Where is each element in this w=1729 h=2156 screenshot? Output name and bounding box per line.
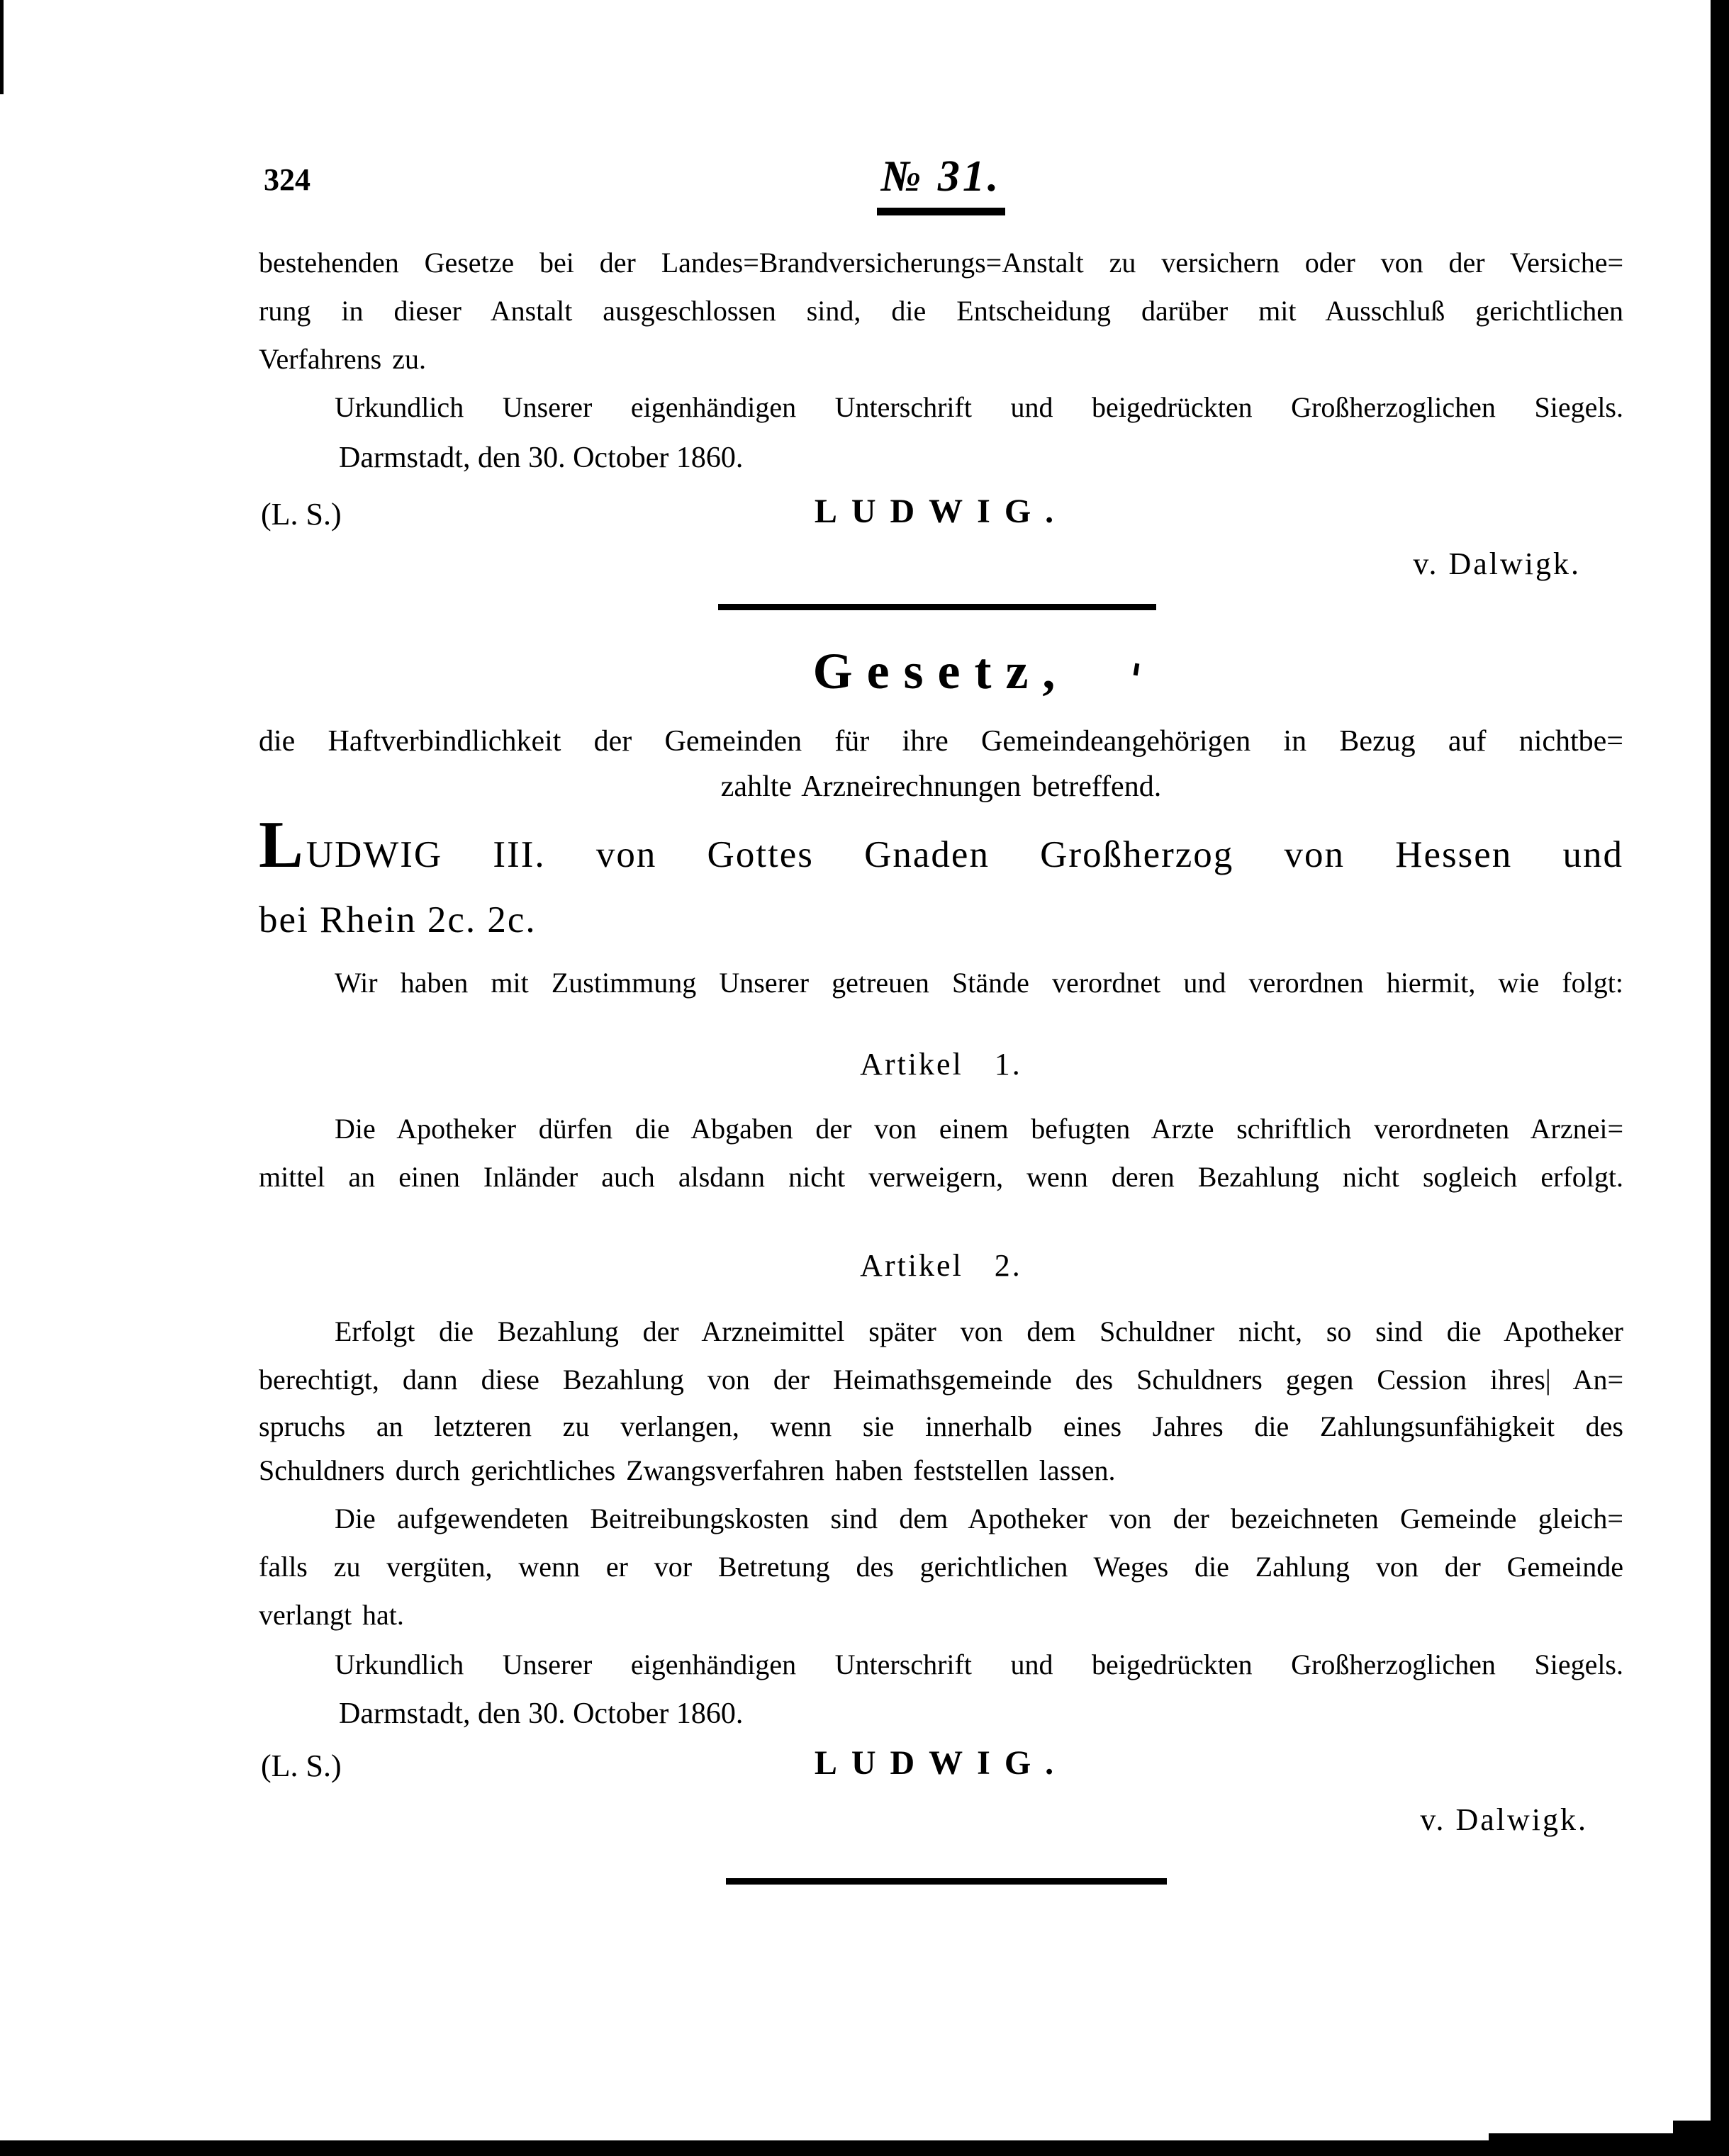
article-2-paragraph-1-line-4: Schuldners durch gerichtliches Zwangsverfahren haben feststellen lassen. <box>259 1454 1116 1486</box>
article-2-paragraph-2-line-1: Die aufgewendeten Beitreibungskosten sind dem Apotheker von der bezeichneten Gemeinde gleich= <box>335 1503 1623 1534</box>
proclamation-initial: L <box>259 808 303 882</box>
scan-edge-bottom-band <box>0 2140 1729 2156</box>
issue-number: № 31. <box>877 152 1006 215</box>
seal-2: (L. S.) <box>261 1748 342 1783</box>
issue-header <box>259 152 1623 215</box>
proclamation-line-2: bei Rhein 2c. 2c. <box>259 899 537 941</box>
article-2-paragraph-2-line-3: verlangt hat. <box>259 1599 404 1631</box>
article-2-paragraph-2-line-2: falls zu vergüten, wenn er vor Betretung des gerichtlichen Weges die Zahlung von der Gemeinde <box>259 1551 1623 1583</box>
countersignature-2: v. Dalwigk. <box>1420 1802 1588 1837</box>
scan-edge-left-tick <box>0 0 4 94</box>
royal-signature-2: LUDWIG. <box>814 1744 1068 1782</box>
article-1-line-1: Die Apotheker dürfen die Abgaben der von einem befugten Arzte schriftlich verordneten Arznei= <box>335 1113 1623 1145</box>
article-1-line-2: mittel an einen Inländer auch alsdann nicht verweigern, wenn deren Bezahlung nicht sogleich erfolgt. <box>259 1161 1623 1193</box>
insurance-decree-line-1: bestehenden Gesetze bei der Landes=Brandversicherungs=Anstalt zu versichern oder von der Versiche= <box>259 247 1623 279</box>
seal-1: (L. S.) <box>261 497 342 532</box>
page-number: 324 <box>264 162 310 197</box>
attestation-2: Urkundlich Unserer eigenhändigen Unterschrift und beigedrückten Großherzoglichen Siegels. <box>335 1649 1623 1680</box>
scan-edge-right-bar <box>1711 0 1729 2156</box>
royal-signature-1: LUDWIG. <box>814 493 1068 530</box>
law-subtitle-line-2: zahlte Arzneirechnungen betreffend. <box>720 770 1162 803</box>
law-title: Gesetz, <box>812 643 1070 700</box>
countersignature-1: v. Dalwigk. <box>1413 546 1581 581</box>
dateline-1: Darmstadt, den 30. October 1860. <box>339 442 744 474</box>
section-divider-1 <box>718 604 1156 610</box>
article-2-paragraph-1-line-3: spruchs an letzteren zu verlangen, wenn sie innerhalb eines Jahres die Zahlungsunfähigkeit des <box>259 1410 1623 1442</box>
law-subtitle-line-1: die Haftverbindlichkeit der Gemeinden für ihre Gemeindeangehörigen in Bezug auf nichtbe= <box>259 725 1623 758</box>
attestation-1: Urkundlich Unserer eigenhändigen Unterschrift und beigedrückten Großherzoglichen Siegels. <box>335 391 1623 423</box>
proclamation-line-1 <box>259 808 1623 882</box>
insurance-decree-line-2: rung in dieser Anstalt ausgeschlossen sind, die Entscheidung darüber mit Ausschluß gerichtlichen <box>259 295 1623 327</box>
article-2-heading: Artikel 2. <box>860 1248 1022 1283</box>
section-divider-2 <box>726 1878 1167 1885</box>
enactment-clause: Wir haben mit Zustimmung Unserer getreuen Stände verordnet und verordnen hiermit, wie folgt: <box>335 967 1623 999</box>
scan-edge-bottom-corner-rise <box>1673 2121 1729 2156</box>
article-2-paragraph-1-line-1: Erfolgt die Bezahlung der Arzneimittel später von dem Schuldner nicht, so sind die Apotheker <box>335 1315 1623 1347</box>
article-1-heading: Artikel 1. <box>860 1047 1022 1082</box>
dateline-2: Darmstadt, den 30. October 1860. <box>339 1697 744 1730</box>
proclamation-line-1-text: UDWIG III. von Gottes Gnaden Großherzog von Hessen und <box>306 834 1623 875</box>
article-2-paragraph-1-line-2: berechtigt, dann diese Bezahlung von der Heimathsgemeinde des Schuldners gegen Cession ihres| An= <box>259 1364 1623 1396</box>
insurance-decree-line-3: Verfahrens zu. <box>259 343 426 375</box>
